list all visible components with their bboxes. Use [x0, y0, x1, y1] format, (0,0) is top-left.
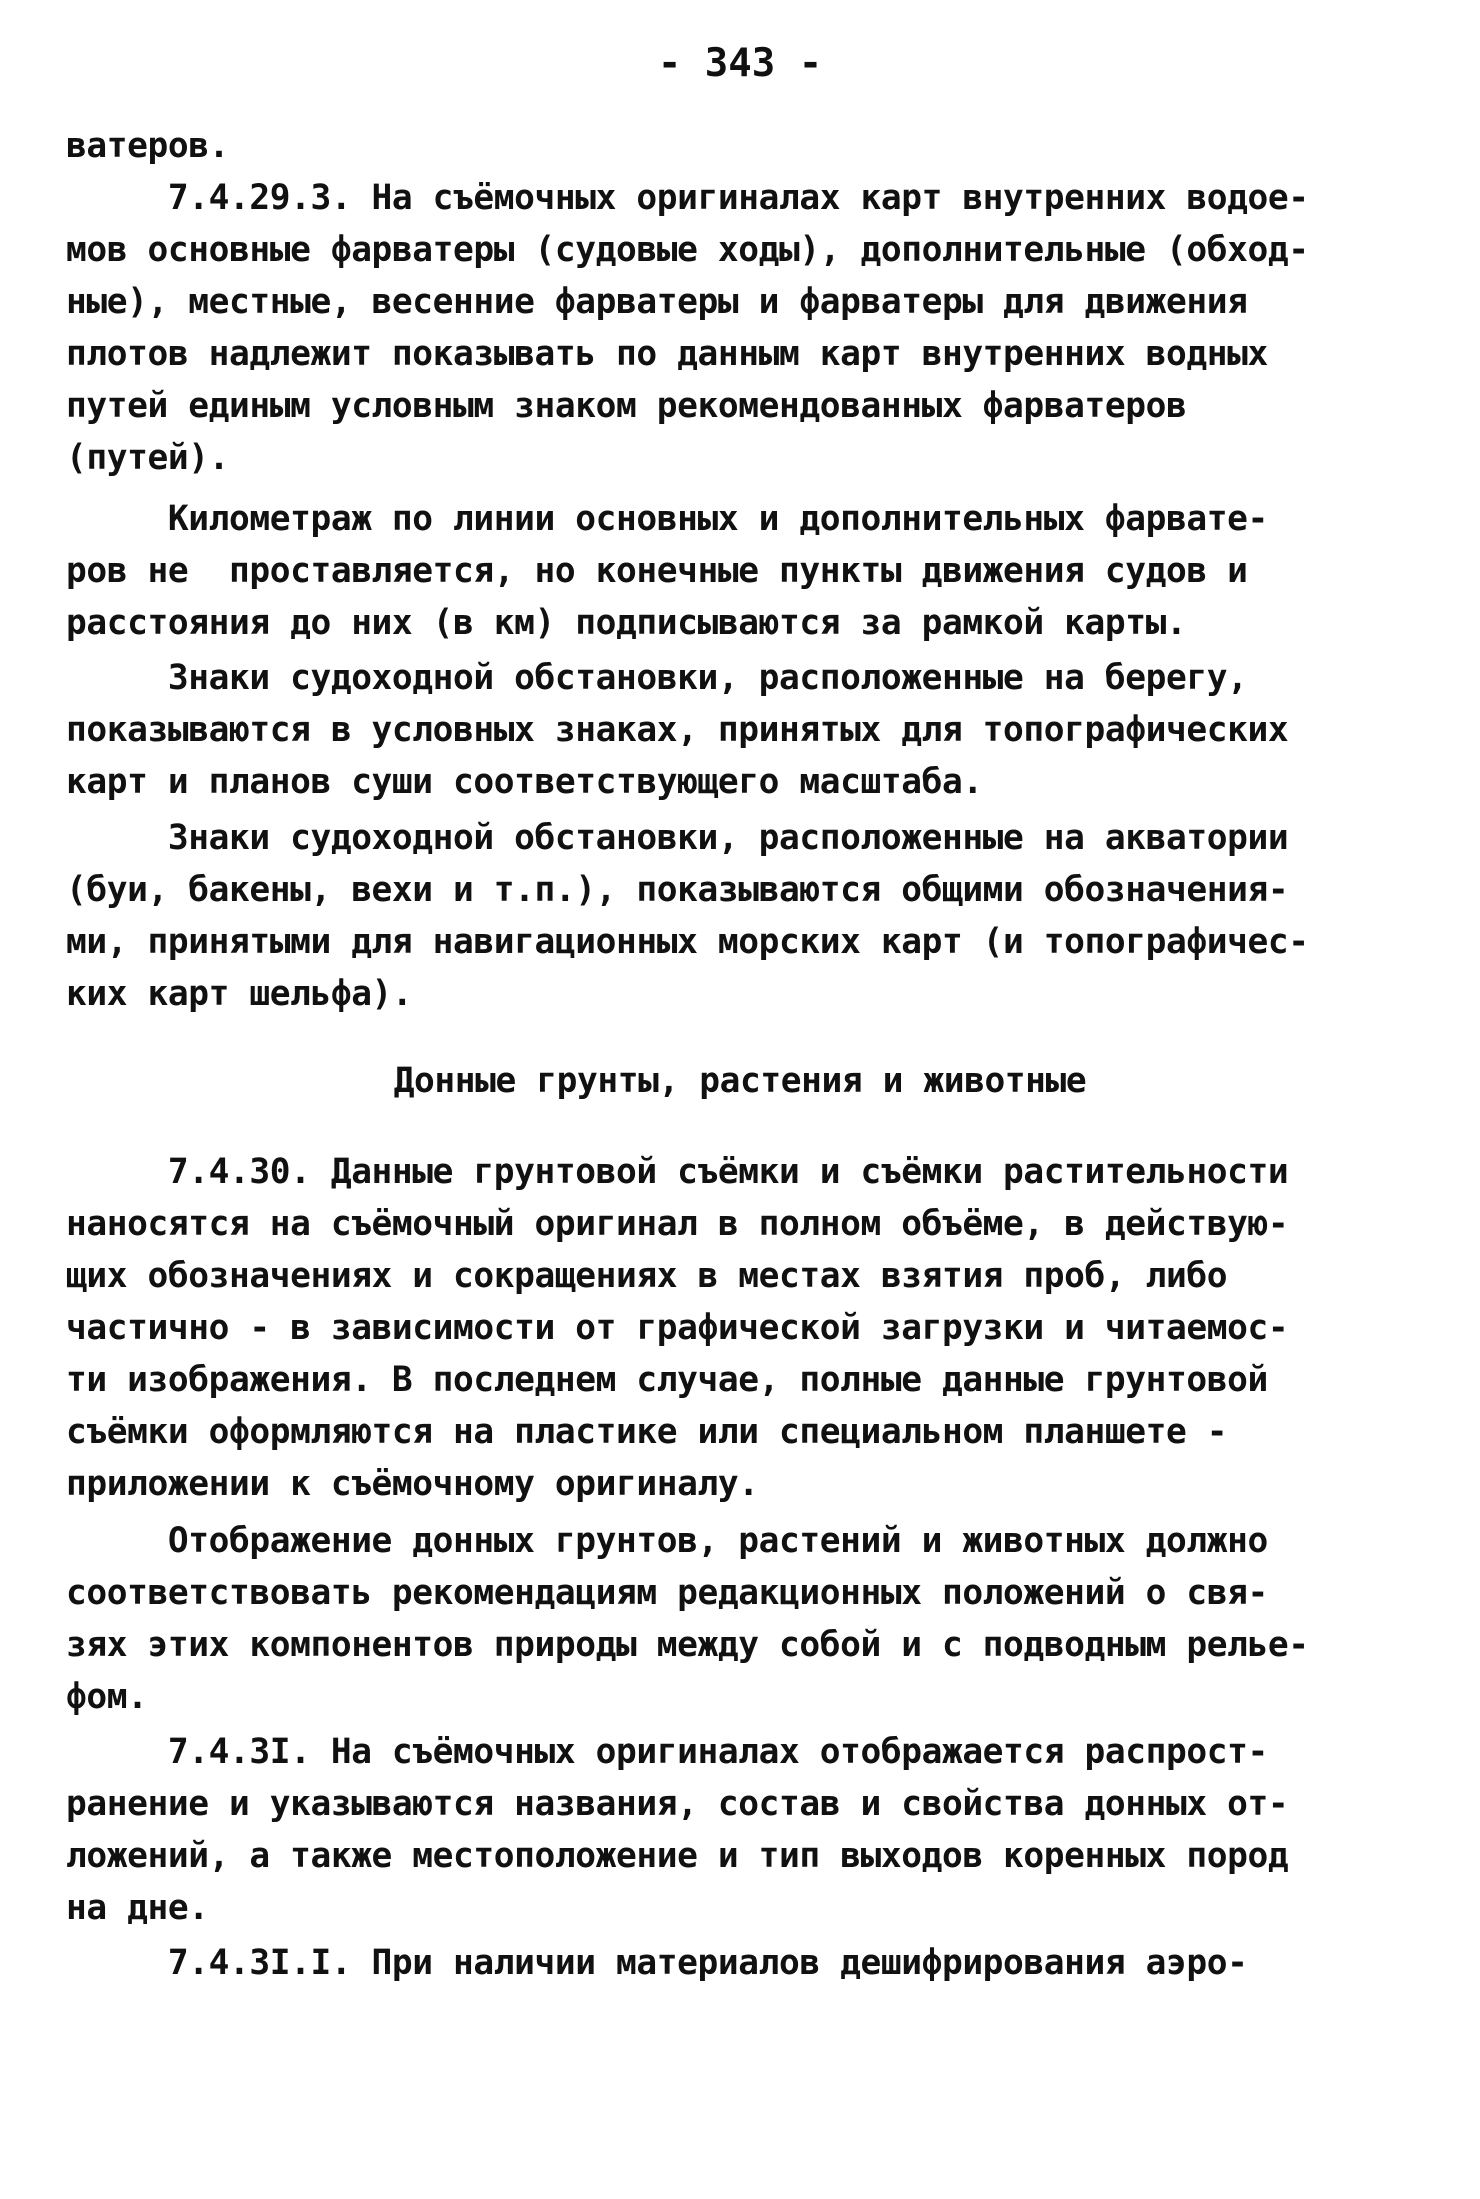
section-heading: Донные грунты, растения и животные [393, 1061, 1087, 1101]
text-line: ные), местные, весенние фарватеры и фарватеры для движения [66, 282, 1248, 322]
text-line: ти изображения. В последнем случае, полные данные грунтовой [66, 1360, 1268, 1400]
text-line: ложений, а также местоположение и тип выходов коренных пород [66, 1836, 1289, 1876]
page-number: - 343 - [657, 41, 823, 86]
text-line: ватеров. [66, 126, 229, 166]
text-line: Отображение донных грунтов, растений и животных должно [66, 1521, 1268, 1561]
text-line: зях этих компонентов природы между собой и с подводным релье- [66, 1625, 1309, 1665]
text-line: показываются в условных знаках, принятых для топографических [66, 710, 1289, 750]
text-line: ких карт шельфа). [66, 974, 413, 1014]
text-line: фом. [66, 1677, 148, 1717]
text-line: карт и планов суши соответствующего масштаба. [66, 762, 983, 802]
text-line: плотов надлежит показывать по данным карт внутренних водных [66, 334, 1268, 374]
text-line: приложении к съёмочному оригиналу. [66, 1464, 759, 1504]
text-line: наносятся на съёмочный оригинал в полном объёме, в действую- [66, 1204, 1289, 1244]
text-line: ми, принятыми для навигационных морских карт (и топографичес- [66, 922, 1309, 962]
text-line: ров не проставляется, но конечные пункты движения судов и [66, 551, 1248, 591]
text-line: частично - в зависимости от графической загрузки и читаемос- [66, 1308, 1289, 1348]
text-line: на дне. [66, 1888, 209, 1928]
text-line: ранение и указываются названия, состав и свойства донных от- [66, 1784, 1289, 1824]
text-line: путей единым условным знаком рекомендованных фарватеров [66, 386, 1187, 426]
text-line: (путей). [66, 438, 229, 478]
text-line: съёмки оформляются на пластике или специальном планшете - [66, 1412, 1228, 1452]
text-line: щих обозначениях и сокращениях в местах взятия проб, либо [66, 1256, 1228, 1296]
text-line: расстояния до них (в км) подписываются за рамкой карты. [66, 603, 1187, 643]
text-line: Знаки судоходной обстановки, расположенные на акватории [66, 818, 1289, 858]
text-line: соответствовать рекомендациям редакционных положений о свя- [66, 1573, 1268, 1613]
text-line: 7.4.3I. На съёмочных оригиналах отображается распрост- [66, 1732, 1268, 1772]
text-line: 7.4.29.3. На съёмочных оригиналах карт внутренних водое- [66, 178, 1309, 218]
text-line: 7.4.30. Данные грунтовой съёмки и съёмки растительности [66, 1152, 1289, 1192]
text-line: мов основные фарватеры (судовые ходы), дополнительные (обход- [66, 230, 1309, 270]
text-line: (буи, бакены, вехи и т.п.), показываются общими обозначения- [66, 870, 1289, 910]
text-line: 7.4.3I.I. При наличии материалов дешифрирования аэро- [66, 1943, 1248, 1983]
text-line: Километраж по линии основных и дополнительных фарвате- [66, 499, 1268, 539]
text-line: Знаки судоходной обстановки, расположенные на берегу, [66, 658, 1248, 698]
